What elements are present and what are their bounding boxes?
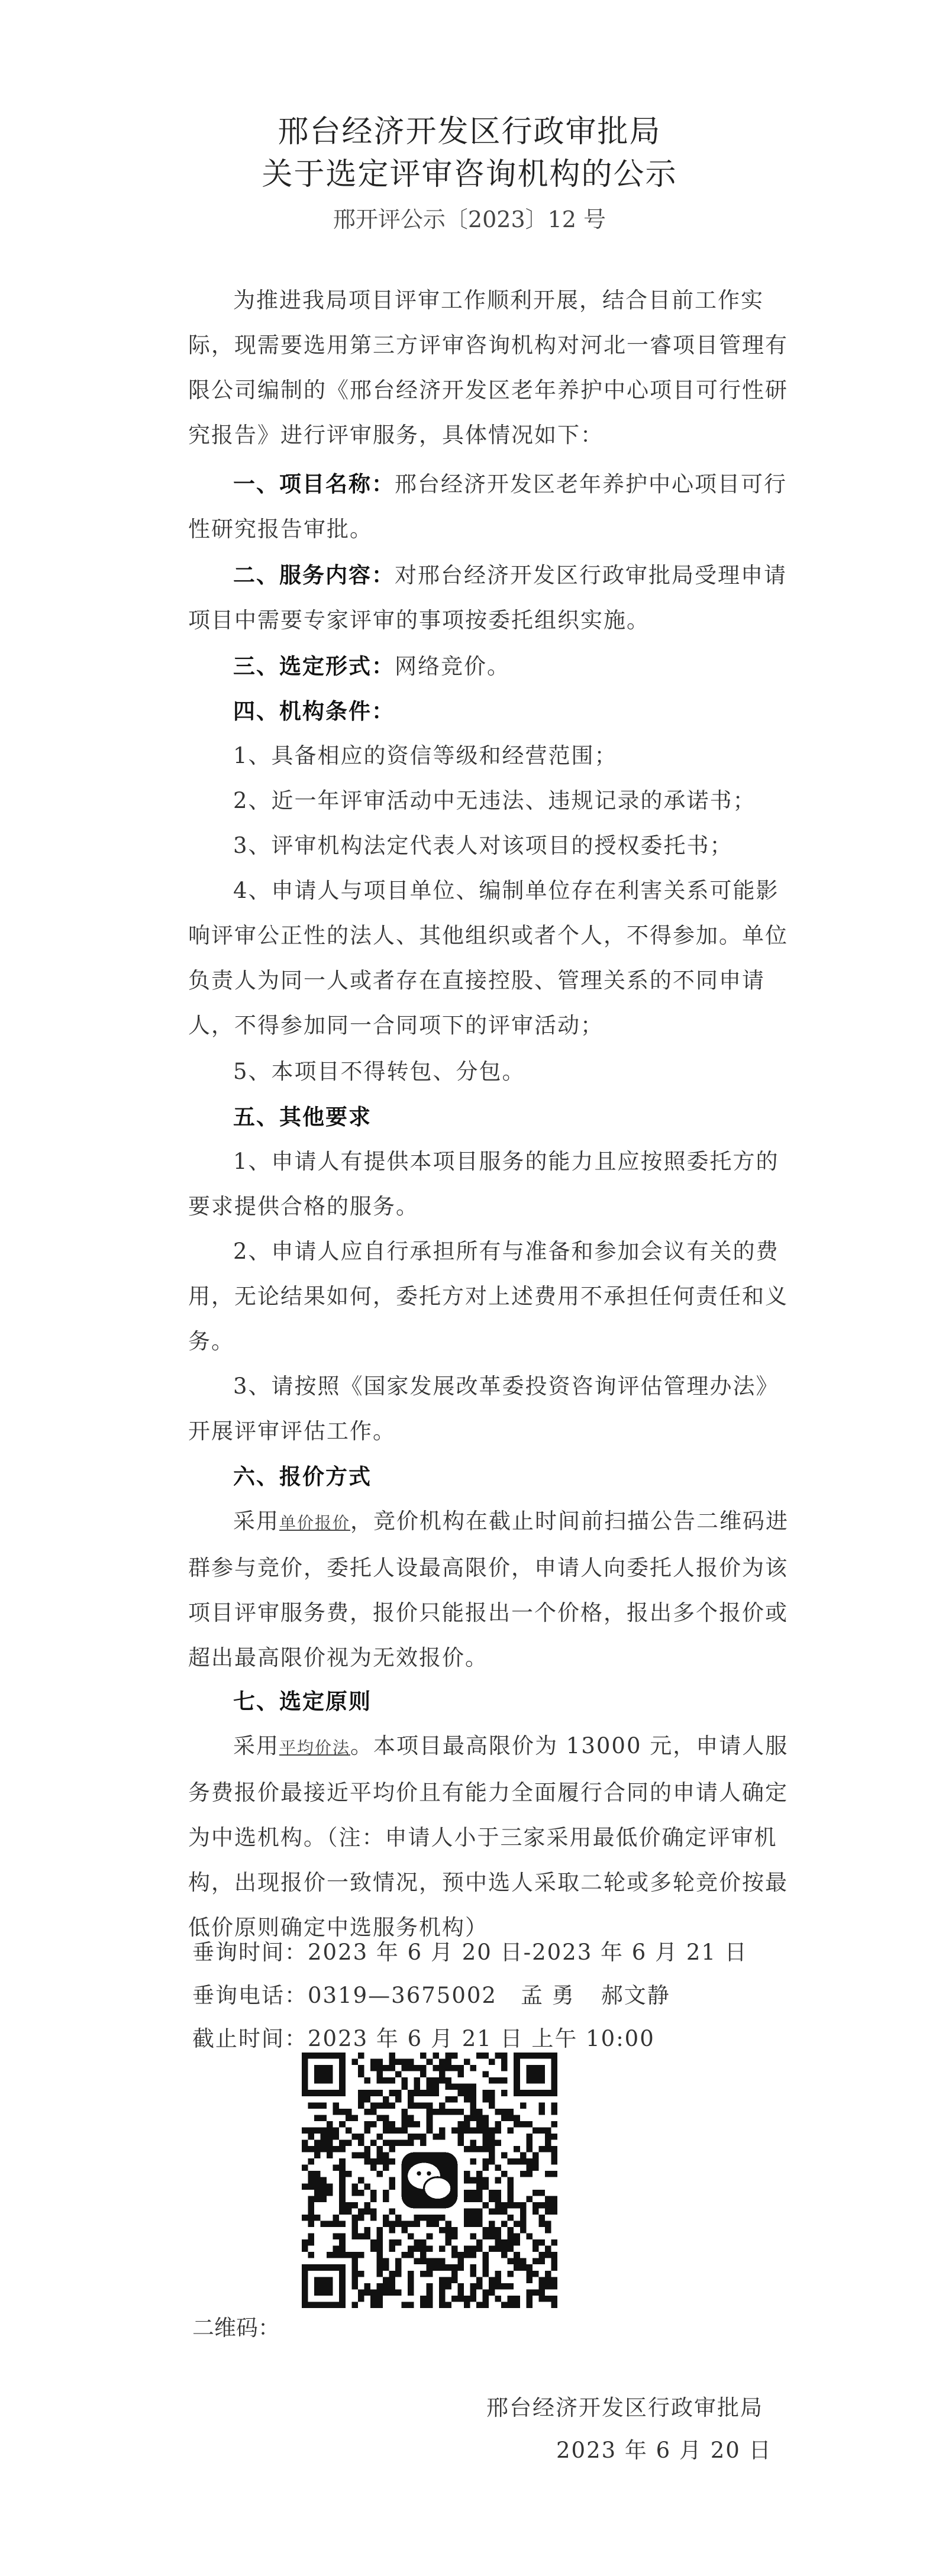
qr-label: 二维码： xyxy=(192,2315,280,2341)
section-5 xyxy=(188,1094,799,1140)
section-3-body: 网络竞价。 xyxy=(395,654,510,679)
section-7-heading: 七、选定原则 xyxy=(233,1688,372,1714)
section-7-text: 。本项目最高限价为 13000 元，申请人服务费报价最接近平均价且有能力全面履行合同的申请人确定为中选机构。（注：申请人小于三家采用最低价确定评审机构，出现报价一致情况，预中选人采取二轮或多轮竞价按最低价原则确定中选服务机构） xyxy=(188,1733,789,1940)
signature-date: 2023 年 6 月 20 日 xyxy=(556,2438,772,2463)
section-2-heading: 二、服务内容： xyxy=(233,562,395,588)
section-2-body: 对邢台经济开发区行政审批局受理申请项目中需要专家评审的事项按委托组织实施。 xyxy=(188,563,787,633)
section-4-item: 1、具备相应的资信等级和经营范围； xyxy=(233,743,618,768)
contact-person-2: 郝文静 xyxy=(601,1983,670,2008)
document-number: 邢开评公示〔2023〕12 号 xyxy=(333,206,606,232)
deadline: 截止时间：2023 年 6 月 21 日 上午 10:00 xyxy=(192,2026,655,2051)
section-7 xyxy=(188,1679,799,1724)
section-4-heading: 四、机构条件： xyxy=(233,698,395,724)
inquiry-phone: 0319—3675002 xyxy=(308,1983,497,2008)
contact-person-1: 孟 勇 xyxy=(520,1983,575,2008)
section-4-item: 5、本项目不得转包、分包。 xyxy=(233,1059,525,1084)
section-1-heading: 一、项目名称： xyxy=(233,471,395,497)
qr-code[interactable] xyxy=(302,2053,557,2308)
section-6-body xyxy=(188,1499,799,1680)
section-7-body xyxy=(188,1724,799,1950)
section-1-body: 邢台经济开发区老年养护中心项目可行性研究报告审批。 xyxy=(188,471,787,542)
section-7-prefix: 采用 xyxy=(233,1733,279,1759)
section-4 xyxy=(188,689,799,734)
quote-method: 单价报价 xyxy=(279,1513,351,1533)
section-2 xyxy=(188,552,799,643)
section-6-heading: 六、报价方式 xyxy=(233,1463,372,1489)
wechat-icon xyxy=(398,2149,460,2211)
section-5-heading: 五、其他要求 xyxy=(233,1104,372,1130)
title-line-2: 关于选定评审咨询机构的公示 xyxy=(262,157,677,192)
selection-method: 平均价法 xyxy=(279,1738,351,1757)
section-4-item: 3、评审机构法定代表人对该项目的授权委托书； xyxy=(233,833,733,858)
inquiry-phone-row xyxy=(192,1977,670,2009)
section-5-item: 1、申请人有提供本项目服务的能力且应按照委托方的要求提供合格的服务。 xyxy=(188,1149,779,1219)
section-5-item: 2、申请人应自行承担所有与准备和参加会议有关的费用，无论结果如何，委托方对上述费用不承担任何责任和义务。 xyxy=(188,1239,788,1354)
section-6-text: ，竞价机构在截止时间前扫描公告二维码进群参与竞价，委托人设最高限价，申请人向委托人报价为该项目评审服务费，报价只能报出一个价格，报出多个报价或超出最高限价视为无效报价。 xyxy=(188,1508,789,1670)
section-3-heading: 三、选定形式： xyxy=(233,653,395,679)
section-5-item: 3、请按照《国家发展改革委投资咨询评估管理办法》开展评审评估工作。 xyxy=(188,1373,779,1444)
inquiry-phone-label: 垂询电话： xyxy=(192,1983,308,2008)
section-4-item: 2、近一年评审活动中无违法、违规记录的承诺书； xyxy=(233,788,756,813)
title-line-1: 邢台经济开发区行政审批局 xyxy=(277,114,662,150)
section-3 xyxy=(188,644,799,689)
section-6-prefix: 采用 xyxy=(233,1508,279,1534)
section-4-item: 4、申请人与项目单位、编制单位存在利害关系可能影响评审公正性的法人、其他组织或者个人，不得参加。单位负责人为同一人或者存在直接控股、管理关系的不同申请人，不得参加同一合同项下的评审活动； xyxy=(188,878,788,1038)
signature-org: 邢台经济开发区行政审批局 xyxy=(486,2395,763,2420)
section-6 xyxy=(188,1454,799,1499)
inquiry-time: 垂询时间：2023 年 6 月 20 日-2023 年 6 月 21 日 xyxy=(192,1940,748,1965)
section-1 xyxy=(188,461,799,552)
intro-paragraph: 为推进我局项目评审工作顺利开展，结合目前工作实际，现需要选用第三方评审咨询机构对河北一睿项目管理有限公司编制的《邢台经济开发区老年养护中心项目可行性研究报告》进行评审服务，具体情况如下： xyxy=(188,287,788,448)
